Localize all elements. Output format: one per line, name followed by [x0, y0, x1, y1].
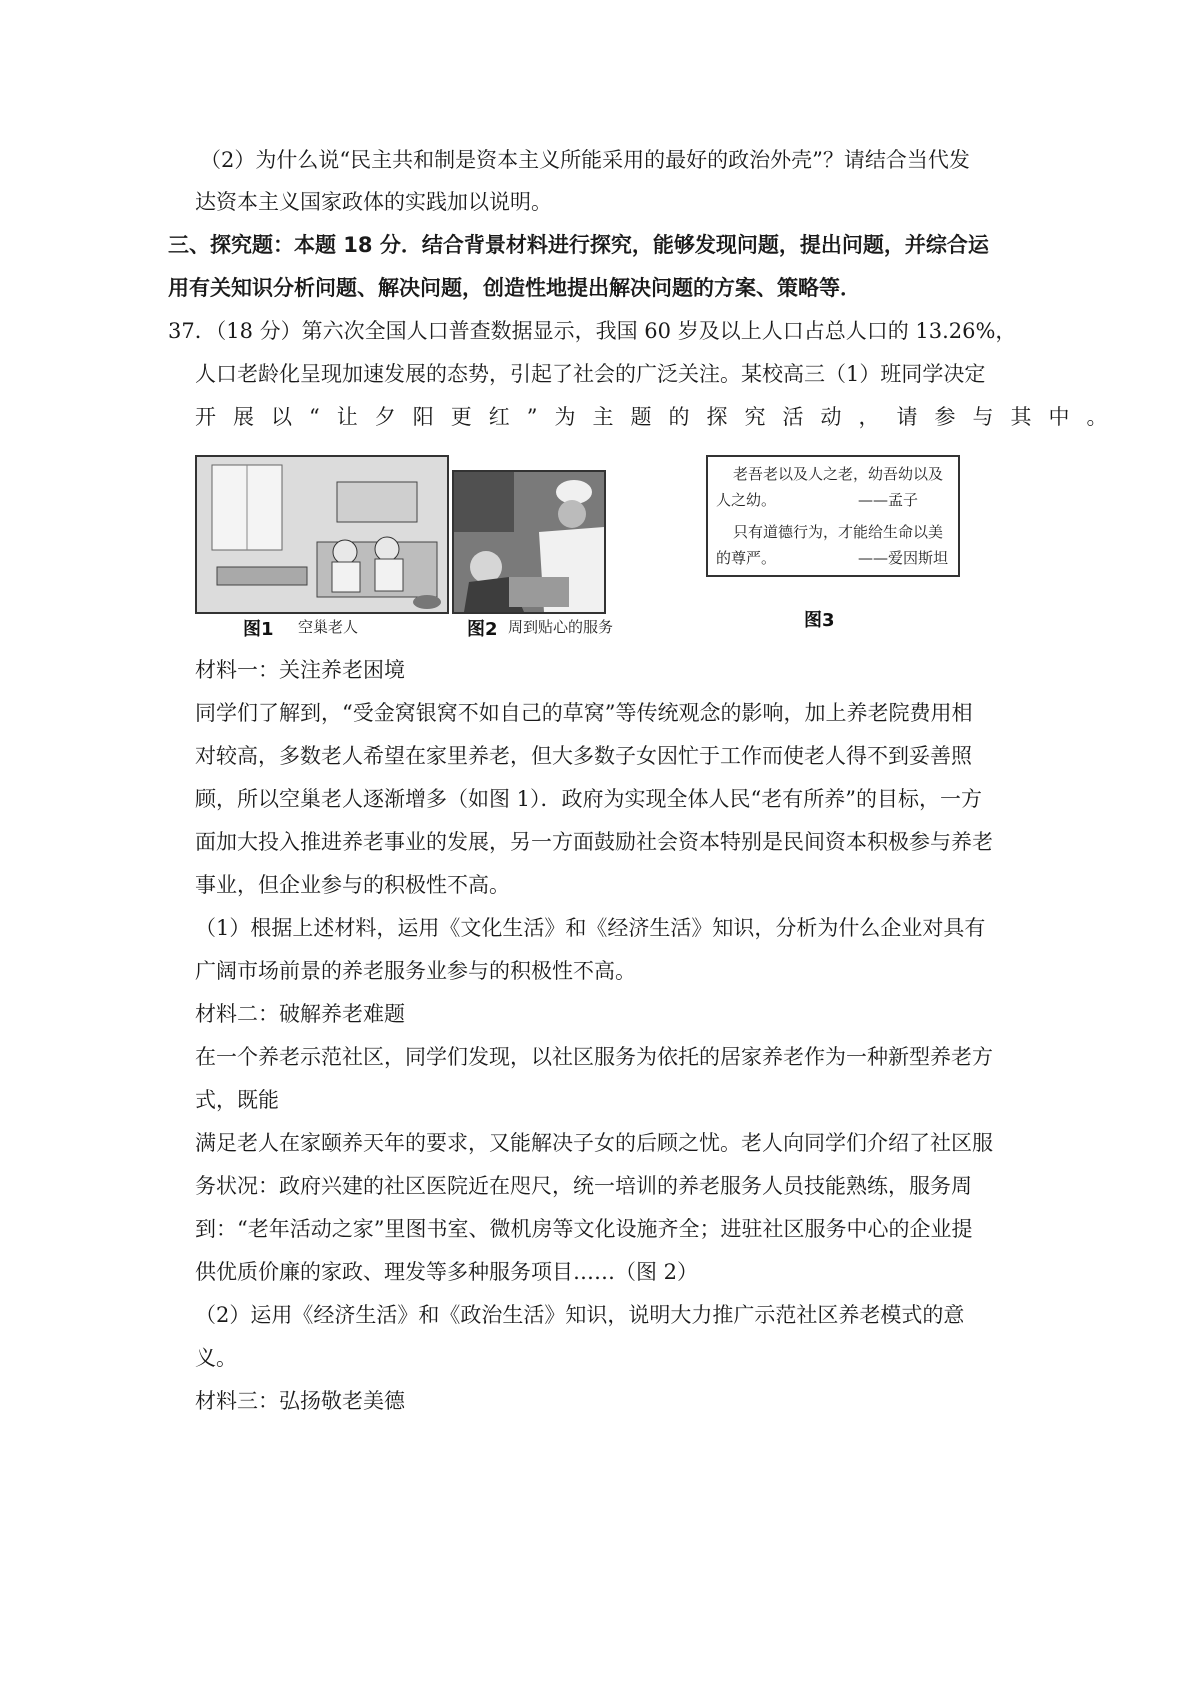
- material2-line6: 供优质价廉的家政、理发等多种服务项目……（图 2）: [195, 1260, 699, 1284]
- q37-line3: 开展以“让夕阳更红”为主题的探究活动，请参与其中。: [195, 405, 1125, 429]
- figure3-quote1-line1: 老吾老以及人之老，幼吾幼以及: [733, 465, 944, 483]
- figure3-quote1-author: ——孟子: [858, 491, 919, 509]
- material2-line1: 在一个养老示范社区，同学们发现，以社区服务为依托的居家养老作为一种新型养老方: [195, 1045, 993, 1069]
- figure2-caption: 周到贴心的服务: [508, 618, 614, 636]
- question1-line1: （1）根据上述材料，运用《文化生活》和《经济生活》知识，分析为什么企业对具有: [195, 916, 986, 940]
- material1-line1: 同学们了解到，“受金窝银窝不如自己的草窝”等传统观念的影响，加上养老院费用相: [195, 701, 973, 725]
- question1-line2: 广阔市场前景的养老服务业参与的积极性不高。: [195, 959, 636, 983]
- material1-line5: 事业，但企业参与的积极性不高。: [195, 873, 510, 897]
- question2-line2: 义。: [195, 1346, 237, 1370]
- material1-line3: 顾，所以空巢老人逐渐增多（如图 1）．政府为实现全体人民“老有所养”的目标，一方: [195, 787, 983, 811]
- material1-line2: 对较高，多数老人希望在家里养老，但大多数子女因忙于工作而使老人得不到妥善照: [195, 744, 972, 768]
- figure2-photo: [454, 472, 604, 612]
- figure3-quote-box: [706, 455, 960, 577]
- figure1-illustration: [197, 457, 447, 612]
- material2-line3: 满足老人在家颐养天年的要求，又能解决子女的后顾之忧。老人向同学们介绍了社区服: [195, 1131, 993, 1155]
- figure2-label: 图2: [467, 619, 498, 640]
- q36-part2-line1: （2）为什么说“民主共和制是资本主义所能采用的最好的政治外壳”？请结合当代发: [200, 148, 970, 172]
- section3-heading-line1: 三、探究题：本题 18 分．结合背景材料进行探究，能够发现问题，提出问题，并综合运: [168, 233, 989, 257]
- material3-title: 材料三：弘扬敬老美德: [195, 1389, 405, 1413]
- material1-line4: 面加大投入推进养老事业的发展，另一方面鼓励社会资本特别是民间资本积极参与养老: [195, 830, 993, 854]
- section3-heading-line2: 用有关知识分析问题、解决问题，创造性地提出解决问题的方案、策略等．: [168, 276, 861, 300]
- question2-line1: （2）运用《经济生活》和《政治生活》知识，说明大力推广示范社区养老模式的意: [195, 1303, 965, 1327]
- figure3-quote1-line2: 人之幼。: [716, 491, 777, 509]
- material1-title: 材料一：关注养老困境: [195, 658, 405, 682]
- figure1-image: [195, 455, 449, 614]
- figure2-image: [452, 470, 606, 614]
- figure3-quote2-line2: 的尊严。: [716, 549, 777, 567]
- material2-title: 材料二：破解养老难题: [195, 1002, 405, 1026]
- figure3-quote2-line1: 只有道德行为，才能给生命以美: [733, 523, 944, 541]
- q37-line1: 37．（18 分）第六次全国人口普查数据显示，我国 60 岁及以上人口占总人口的 13.26%，: [168, 319, 1017, 343]
- material2-line2: 式，既能: [195, 1088, 279, 1112]
- q36-part2-line2: 达资本主义国家政体的实践加以说明。: [195, 190, 552, 214]
- figure1-label: 图1: [243, 619, 274, 640]
- figure3-label: 图3: [804, 610, 835, 631]
- material2-line5: 到：“老年活动之家”里图书室、微机房等文化设施齐全；进驻社区服务中心的企业提: [195, 1217, 973, 1241]
- material2-line4: 务状况：政府兴建的社区医院近在咫尺，统一培训的养老服务人员技能熟练，服务周: [195, 1174, 972, 1198]
- figure1-caption: 空巢老人: [298, 618, 359, 636]
- q37-line2: 人口老龄化呈现加速发展的态势，引起了社会的广泛关注。某校高三（1）班同学决定: [195, 362, 986, 386]
- figure3-quote2-author: ——爱因斯坦: [858, 549, 949, 567]
